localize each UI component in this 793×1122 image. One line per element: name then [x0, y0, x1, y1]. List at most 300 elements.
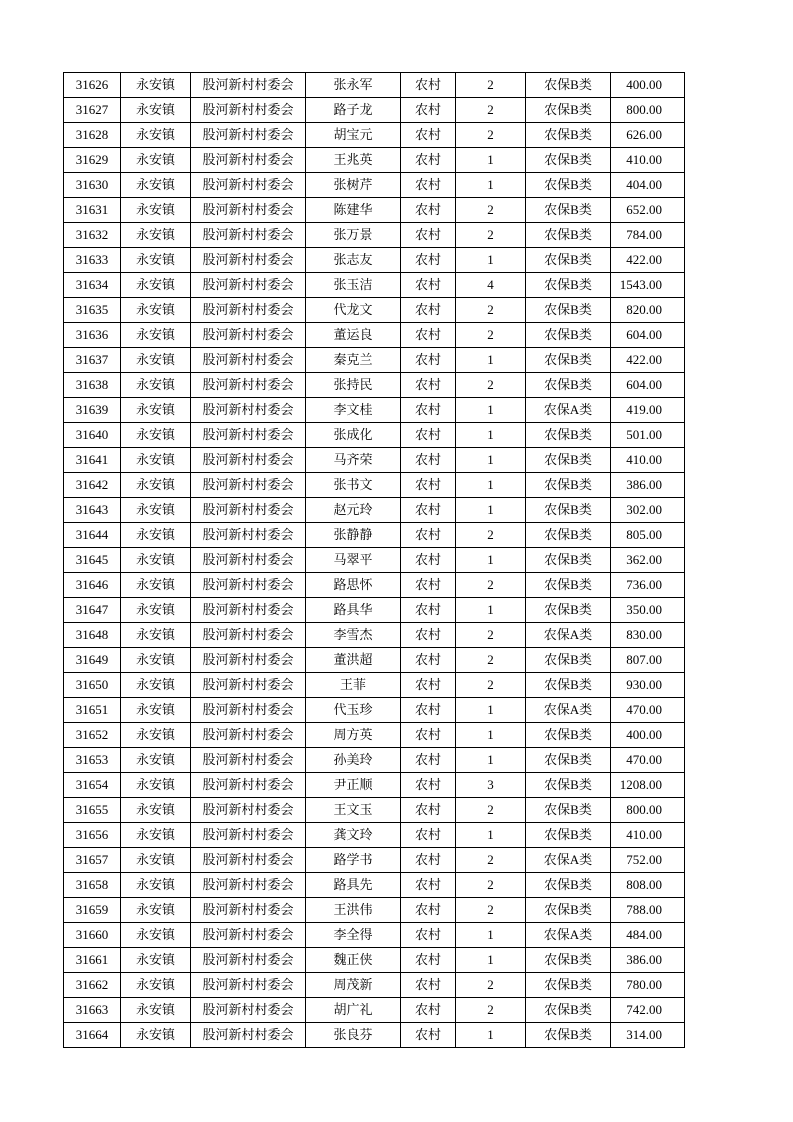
- cell-residence: 农村: [401, 548, 456, 573]
- cell-amount: 314.00: [611, 1023, 685, 1048]
- cell-amount: 400.00: [611, 723, 685, 748]
- table-row: [64, 298, 685, 323]
- cell-residence: 农村: [401, 923, 456, 948]
- cell-category: 农保A类: [526, 923, 611, 948]
- cell-town: 永安镇: [121, 73, 191, 98]
- cell-town: 永安镇: [121, 848, 191, 873]
- cell-residence: 农村: [401, 398, 456, 423]
- cell-persons: 2: [456, 998, 526, 1023]
- cell-category: 农保B类: [526, 723, 611, 748]
- cell-category: 农保B类: [526, 348, 611, 373]
- table-row: [64, 548, 685, 573]
- cell-category: 农保B类: [526, 273, 611, 298]
- cell-village: 股河新村村委会: [191, 898, 306, 923]
- cell-category: 农保B类: [526, 248, 611, 273]
- cell-village: 股河新村村委会: [191, 223, 306, 248]
- cell-category: 农保B类: [526, 198, 611, 223]
- cell-persons: 1: [456, 348, 526, 373]
- cell-town: 永安镇: [121, 573, 191, 598]
- cell-category: 农保B类: [526, 598, 611, 623]
- cell-village: 股河新村村委会: [191, 848, 306, 873]
- cell-residence: 农村: [401, 973, 456, 998]
- cell-amount: 742.00: [611, 998, 685, 1023]
- cell-id: 31631: [64, 198, 121, 223]
- cell-village: 股河新村村委会: [191, 798, 306, 823]
- table-row: [64, 473, 685, 498]
- cell-residence: 农村: [401, 1023, 456, 1048]
- cell-residence: 农村: [401, 273, 456, 298]
- cell-persons: 1: [456, 173, 526, 198]
- cell-amount: 350.00: [611, 598, 685, 623]
- cell-residence: 农村: [401, 298, 456, 323]
- cell-category: 农保B类: [526, 448, 611, 473]
- cell-village: 股河新村村委会: [191, 123, 306, 148]
- cell-residence: 农村: [401, 223, 456, 248]
- table-row: [64, 123, 685, 148]
- cell-id: 31655: [64, 798, 121, 823]
- cell-town: 永安镇: [121, 123, 191, 148]
- table-row: [64, 773, 685, 798]
- cell-town: 永安镇: [121, 148, 191, 173]
- benefits-table: [63, 72, 685, 1048]
- cell-residence: 农村: [401, 648, 456, 673]
- cell-town: 永安镇: [121, 823, 191, 848]
- cell-name: 周方英: [306, 723, 401, 748]
- cell-town: 永安镇: [121, 248, 191, 273]
- table-row: [64, 323, 685, 348]
- table-row: [64, 98, 685, 123]
- cell-persons: 2: [456, 673, 526, 698]
- cell-persons: 4: [456, 273, 526, 298]
- cell-village: 股河新村村委会: [191, 373, 306, 398]
- cell-amount: 484.00: [611, 923, 685, 948]
- cell-id: 31630: [64, 173, 121, 198]
- cell-village: 股河新村村委会: [191, 673, 306, 698]
- table-row: [64, 1023, 685, 1048]
- cell-village: 股河新村村委会: [191, 573, 306, 598]
- cell-name: 陈建华: [306, 198, 401, 223]
- cell-amount: 1208.00: [611, 773, 685, 798]
- cell-town: 永安镇: [121, 873, 191, 898]
- cell-village: 股河新村村委会: [191, 1023, 306, 1048]
- cell-name: 龚文玲: [306, 823, 401, 848]
- cell-id: 31634: [64, 273, 121, 298]
- cell-town: 永安镇: [121, 373, 191, 398]
- cell-category: 农保B类: [526, 123, 611, 148]
- cell-village: 股河新村村委会: [191, 73, 306, 98]
- cell-id: 31626: [64, 73, 121, 98]
- cell-name: 张静静: [306, 523, 401, 548]
- cell-name: 路学书: [306, 848, 401, 873]
- cell-persons: 1: [456, 948, 526, 973]
- cell-village: 股河新村村委会: [191, 173, 306, 198]
- cell-residence: 农村: [401, 348, 456, 373]
- cell-town: 永安镇: [121, 773, 191, 798]
- cell-name: 王文玉: [306, 798, 401, 823]
- table-row: [64, 348, 685, 373]
- cell-amount: 419.00: [611, 398, 685, 423]
- cell-name: 赵元玲: [306, 498, 401, 523]
- cell-name: 王兆英: [306, 148, 401, 173]
- table-row: [64, 498, 685, 523]
- cell-id: 31640: [64, 423, 121, 448]
- cell-town: 永安镇: [121, 948, 191, 973]
- cell-id: 31638: [64, 373, 121, 398]
- cell-amount: 652.00: [611, 198, 685, 223]
- cell-village: 股河新村村委会: [191, 723, 306, 748]
- cell-category: 农保A类: [526, 698, 611, 723]
- cell-id: 31635: [64, 298, 121, 323]
- cell-persons: 1: [456, 823, 526, 848]
- cell-id: 31661: [64, 948, 121, 973]
- cell-id: 31633: [64, 248, 121, 273]
- cell-residence: 农村: [401, 998, 456, 1023]
- cell-id: 31641: [64, 448, 121, 473]
- cell-name: 路子龙: [306, 98, 401, 123]
- cell-town: 永安镇: [121, 348, 191, 373]
- table-row: [64, 198, 685, 223]
- cell-persons: 2: [456, 798, 526, 823]
- cell-persons: 2: [456, 198, 526, 223]
- table-row: [64, 248, 685, 273]
- cell-id: 31639: [64, 398, 121, 423]
- table-row: [64, 173, 685, 198]
- cell-village: 股河新村村委会: [191, 248, 306, 273]
- table-row: [64, 923, 685, 948]
- cell-amount: 422.00: [611, 348, 685, 373]
- cell-persons: 2: [456, 298, 526, 323]
- cell-name: 王菲: [306, 673, 401, 698]
- cell-town: 永安镇: [121, 548, 191, 573]
- cell-town: 永安镇: [121, 298, 191, 323]
- cell-id: 31656: [64, 823, 121, 848]
- cell-town: 永安镇: [121, 198, 191, 223]
- cell-town: 永安镇: [121, 973, 191, 998]
- cell-persons: 1: [456, 498, 526, 523]
- cell-id: 31663: [64, 998, 121, 1023]
- cell-village: 股河新村村委会: [191, 748, 306, 773]
- cell-name: 秦克兰: [306, 348, 401, 373]
- cell-residence: 农村: [401, 773, 456, 798]
- table-row: [64, 973, 685, 998]
- cell-name: 李全得: [306, 923, 401, 948]
- cell-category: 农保B类: [526, 798, 611, 823]
- cell-amount: 501.00: [611, 423, 685, 448]
- cell-residence: 农村: [401, 573, 456, 598]
- table-row: [64, 823, 685, 848]
- table-row: [64, 898, 685, 923]
- cell-persons: 2: [456, 648, 526, 673]
- cell-residence: 农村: [401, 898, 456, 923]
- cell-residence: 农村: [401, 698, 456, 723]
- cell-name: 周茂新: [306, 973, 401, 998]
- table-row: [64, 148, 685, 173]
- table-row: [64, 873, 685, 898]
- table-row: [64, 598, 685, 623]
- cell-village: 股河新村村委会: [191, 473, 306, 498]
- cell-town: 永安镇: [121, 323, 191, 348]
- cell-persons: 1: [456, 473, 526, 498]
- table-row: [64, 948, 685, 973]
- cell-id: 31636: [64, 323, 121, 348]
- cell-id: 31637: [64, 348, 121, 373]
- cell-persons: 2: [456, 848, 526, 873]
- cell-village: 股河新村村委会: [191, 198, 306, 223]
- cell-name: 张玉洁: [306, 273, 401, 298]
- cell-id: 31651: [64, 698, 121, 723]
- cell-name: 胡宝元: [306, 123, 401, 148]
- cell-persons: 1: [456, 398, 526, 423]
- cell-village: 股河新村村委会: [191, 773, 306, 798]
- cell-residence: 农村: [401, 798, 456, 823]
- cell-persons: 1: [456, 923, 526, 948]
- cell-category: 农保B类: [526, 473, 611, 498]
- cell-residence: 农村: [401, 448, 456, 473]
- cell-persons: 2: [456, 873, 526, 898]
- cell-town: 永安镇: [121, 648, 191, 673]
- cell-id: 31648: [64, 623, 121, 648]
- cell-amount: 930.00: [611, 673, 685, 698]
- cell-persons: 1: [456, 548, 526, 573]
- cell-village: 股河新村村委会: [191, 923, 306, 948]
- cell-village: 股河新村村委会: [191, 498, 306, 523]
- cell-id: 31646: [64, 573, 121, 598]
- cell-category: 农保A类: [526, 623, 611, 648]
- cell-village: 股河新村村委会: [191, 423, 306, 448]
- table-row: [64, 223, 685, 248]
- cell-id: 31649: [64, 648, 121, 673]
- cell-residence: 农村: [401, 373, 456, 398]
- cell-category: 农保B类: [526, 523, 611, 548]
- cell-category: 农保B类: [526, 173, 611, 198]
- cell-id: 31660: [64, 923, 121, 948]
- cell-amount: 752.00: [611, 848, 685, 873]
- cell-id: 31642: [64, 473, 121, 498]
- cell-category: 农保B类: [526, 73, 611, 98]
- cell-category: 农保B类: [526, 673, 611, 698]
- cell-id: 31628: [64, 123, 121, 148]
- cell-town: 永安镇: [121, 898, 191, 923]
- cell-village: 股河新村村委会: [191, 998, 306, 1023]
- cell-village: 股河新村村委会: [191, 98, 306, 123]
- cell-id: 31632: [64, 223, 121, 248]
- cell-persons: 2: [456, 573, 526, 598]
- cell-category: 农保B类: [526, 98, 611, 123]
- cell-town: 永安镇: [121, 173, 191, 198]
- cell-amount: 404.00: [611, 173, 685, 198]
- cell-village: 股河新村村委会: [191, 598, 306, 623]
- cell-residence: 农村: [401, 623, 456, 648]
- cell-village: 股河新村村委会: [191, 273, 306, 298]
- cell-category: 农保B类: [526, 773, 611, 798]
- cell-village: 股河新村村委会: [191, 623, 306, 648]
- table-row: [64, 373, 685, 398]
- cell-village: 股河新村村委会: [191, 523, 306, 548]
- cell-residence: 农村: [401, 173, 456, 198]
- cell-id: 31629: [64, 148, 121, 173]
- cell-residence: 农村: [401, 523, 456, 548]
- cell-village: 股河新村村委会: [191, 148, 306, 173]
- cell-amount: 626.00: [611, 123, 685, 148]
- cell-amount: 604.00: [611, 323, 685, 348]
- cell-amount: 362.00: [611, 548, 685, 573]
- table-body: [64, 73, 685, 1048]
- cell-town: 永安镇: [121, 423, 191, 448]
- cell-amount: 808.00: [611, 873, 685, 898]
- cell-residence: 农村: [401, 723, 456, 748]
- cell-persons: 3: [456, 773, 526, 798]
- cell-town: 永安镇: [121, 748, 191, 773]
- cell-category: 农保B类: [526, 973, 611, 998]
- cell-id: 31659: [64, 898, 121, 923]
- table-row: [64, 573, 685, 598]
- table-row: [64, 798, 685, 823]
- cell-name: 魏正侠: [306, 948, 401, 973]
- cell-id: 31643: [64, 498, 121, 523]
- cell-amount: 604.00: [611, 373, 685, 398]
- cell-persons: 2: [456, 323, 526, 348]
- cell-persons: 2: [456, 973, 526, 998]
- cell-category: 农保B类: [526, 873, 611, 898]
- cell-id: 31662: [64, 973, 121, 998]
- cell-persons: 2: [456, 223, 526, 248]
- cell-amount: 422.00: [611, 248, 685, 273]
- cell-amount: 386.00: [611, 473, 685, 498]
- table-row: [64, 648, 685, 673]
- cell-name: 路具先: [306, 873, 401, 898]
- cell-residence: 农村: [401, 123, 456, 148]
- cell-residence: 农村: [401, 823, 456, 848]
- cell-category: 农保B类: [526, 573, 611, 598]
- cell-id: 31645: [64, 548, 121, 573]
- cell-amount: 800.00: [611, 98, 685, 123]
- cell-amount: 410.00: [611, 148, 685, 173]
- cell-persons: 1: [456, 723, 526, 748]
- cell-town: 永安镇: [121, 448, 191, 473]
- cell-residence: 农村: [401, 498, 456, 523]
- cell-amount: 784.00: [611, 223, 685, 248]
- cell-persons: 2: [456, 373, 526, 398]
- cell-category: 农保B类: [526, 648, 611, 673]
- cell-residence: 农村: [401, 673, 456, 698]
- cell-id: 31664: [64, 1023, 121, 1048]
- cell-category: 农保B类: [526, 423, 611, 448]
- cell-category: 农保B类: [526, 298, 611, 323]
- cell-persons: 1: [456, 148, 526, 173]
- cell-residence: 农村: [401, 848, 456, 873]
- cell-name: 董洪超: [306, 648, 401, 673]
- cell-persons: 1: [456, 248, 526, 273]
- cell-residence: 农村: [401, 598, 456, 623]
- cell-id: 31654: [64, 773, 121, 798]
- cell-category: 农保B类: [526, 898, 611, 923]
- cell-amount: 800.00: [611, 798, 685, 823]
- cell-name: 张良芬: [306, 1023, 401, 1048]
- cell-persons: 2: [456, 898, 526, 923]
- table-row: [64, 848, 685, 873]
- cell-category: 农保B类: [526, 748, 611, 773]
- cell-id: 31647: [64, 598, 121, 623]
- cell-name: 张成化: [306, 423, 401, 448]
- table-row: [64, 698, 685, 723]
- cell-name: 李文桂: [306, 398, 401, 423]
- table-row: [64, 623, 685, 648]
- cell-town: 永安镇: [121, 998, 191, 1023]
- cell-category: 农保B类: [526, 548, 611, 573]
- cell-category: 农保B类: [526, 498, 611, 523]
- cell-category: 农保B类: [526, 998, 611, 1023]
- cell-category: 农保B类: [526, 823, 611, 848]
- cell-name: 胡广礼: [306, 998, 401, 1023]
- cell-town: 永安镇: [121, 598, 191, 623]
- table-row: [64, 523, 685, 548]
- cell-persons: 1: [456, 448, 526, 473]
- cell-name: 李雪杰: [306, 623, 401, 648]
- table-row: [64, 673, 685, 698]
- cell-village: 股河新村村委会: [191, 698, 306, 723]
- cell-category: 农保A类: [526, 848, 611, 873]
- cell-name: 张万景: [306, 223, 401, 248]
- cell-amount: 386.00: [611, 948, 685, 973]
- cell-category: 农保B类: [526, 948, 611, 973]
- table-row: [64, 73, 685, 98]
- cell-persons: 2: [456, 73, 526, 98]
- cell-persons: 1: [456, 1023, 526, 1048]
- cell-name: 马齐荣: [306, 448, 401, 473]
- cell-town: 永安镇: [121, 398, 191, 423]
- table-row: [64, 398, 685, 423]
- cell-residence: 农村: [401, 198, 456, 223]
- cell-residence: 农村: [401, 748, 456, 773]
- cell-village: 股河新村村委会: [191, 548, 306, 573]
- cell-residence: 农村: [401, 73, 456, 98]
- cell-name: 张永军: [306, 73, 401, 98]
- cell-name: 董运良: [306, 323, 401, 348]
- cell-name: 张树芹: [306, 173, 401, 198]
- cell-name: 尹正顺: [306, 773, 401, 798]
- cell-amount: 820.00: [611, 298, 685, 323]
- cell-amount: 788.00: [611, 898, 685, 923]
- cell-id: 31650: [64, 673, 121, 698]
- cell-town: 永安镇: [121, 798, 191, 823]
- cell-village: 股河新村村委会: [191, 348, 306, 373]
- cell-amount: 400.00: [611, 73, 685, 98]
- cell-amount: 736.00: [611, 573, 685, 598]
- cell-town: 永安镇: [121, 498, 191, 523]
- cell-persons: 2: [456, 123, 526, 148]
- cell-town: 永安镇: [121, 473, 191, 498]
- cell-residence: 农村: [401, 148, 456, 173]
- cell-residence: 农村: [401, 873, 456, 898]
- cell-village: 股河新村村委会: [191, 948, 306, 973]
- cell-name: 代龙文: [306, 298, 401, 323]
- cell-amount: 302.00: [611, 498, 685, 523]
- cell-residence: 农村: [401, 473, 456, 498]
- cell-town: 永安镇: [121, 923, 191, 948]
- cell-category: 农保B类: [526, 223, 611, 248]
- cell-amount: 830.00: [611, 623, 685, 648]
- table-row: [64, 723, 685, 748]
- cell-persons: 1: [456, 698, 526, 723]
- cell-name: 代玉珍: [306, 698, 401, 723]
- cell-amount: 470.00: [611, 698, 685, 723]
- cell-residence: 农村: [401, 323, 456, 348]
- cell-name: 张持民: [306, 373, 401, 398]
- cell-village: 股河新村村委会: [191, 323, 306, 348]
- cell-amount: 470.00: [611, 748, 685, 773]
- cell-residence: 农村: [401, 248, 456, 273]
- table-row: [64, 423, 685, 448]
